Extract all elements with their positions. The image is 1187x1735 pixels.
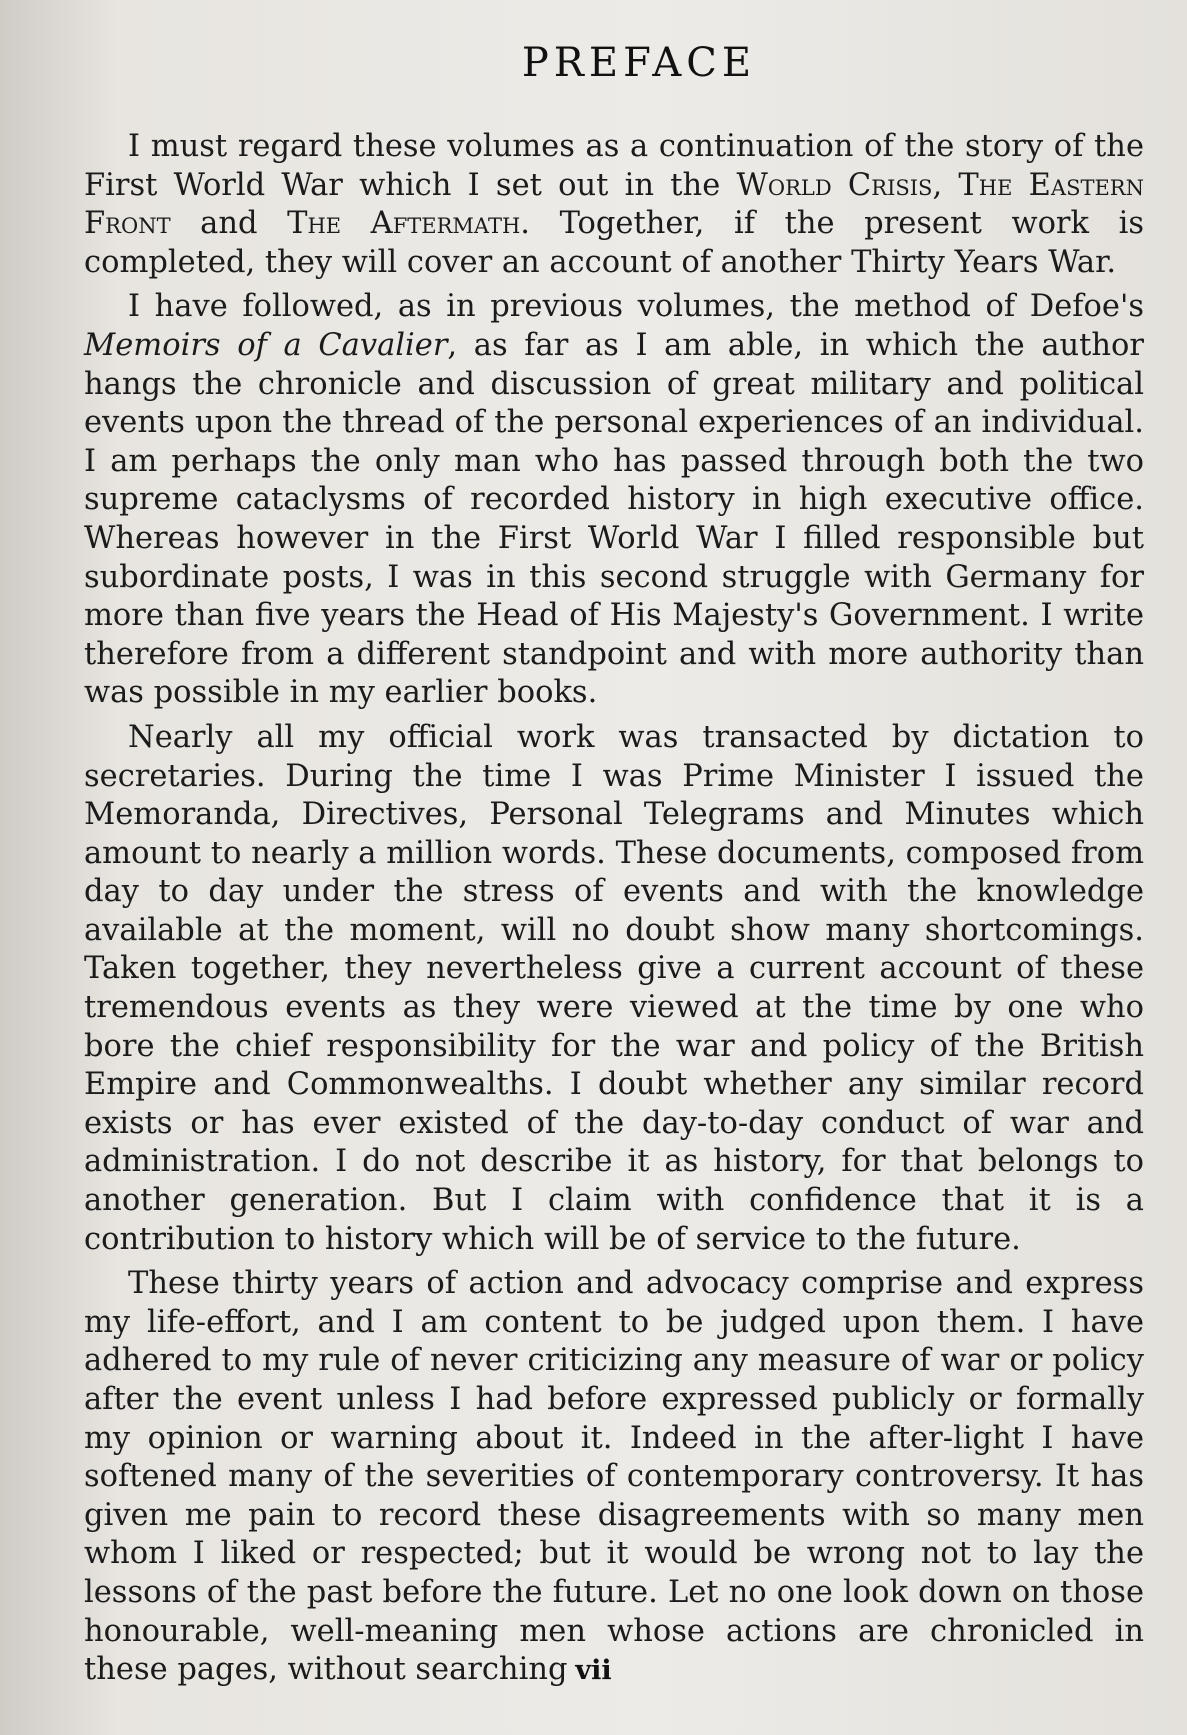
paragraph-1-text-g: . Together, if the present work is completed, they will cover an account of another Thirty Years War. (84, 206, 1144, 280)
page-content (84, 40, 1144, 1690)
paragraph-4: These thirty years of action and advocacy comprise and express my life-effort, and I am content to be judged upon them. I have adhered to my rule of never criticizing any measure of war or policy after the event unless I had before expressed publicly or formally my opinion or warning about it. Indeed in the after-light I have softened many of the severities of contemporary controversy. It has given me pain to record these disagreements with so many men whom I liked or respected; but it would be wrong not to lay the lessons of the past before the future. Let no one look down on those honourable, well-meaning men whose actions are chronicled in these pages, without searching (84, 1266, 1144, 1688)
paragraph-1-text-c: , (932, 167, 959, 203)
paragraph-2 (84, 288, 1144, 713)
book-title-world-crisis: World Crisis (736, 167, 933, 203)
page-title: PREFACE (521, 40, 757, 86)
paragraph-2-text-a: I have followed, as in previous volumes, the method of Defoe's (128, 289, 1144, 325)
page-number: vii (575, 1655, 612, 1686)
paragraph-3: Nearly all my official work was transacted by dictation to secretaries. During the time I was Prime Minister I issued the Memoranda, Directives, Personal Telegrams and Minutes which amount to nearly a million words. These documents, composed from day to day under the stress of events and with the knowledge available at the moment, will no doubt show many shortcomings. Taken together, they nevertheless give a current account of these tremendous events as they were viewed at the time by one who bore the chief responsibility for the war and policy of the British Empire and Commonwealths. I doubt whether any similar record exists or has ever existed of the day-to-day conduct of war and administration. I do not describe it as history, for that belongs to another generation. But I claim with confidence that it is a contribution to history which will be of service to the future. (84, 719, 1144, 1257)
paragraph-1-text-a: I must regard these volumes as a continuation of the story of the First World War which I set out in the (84, 129, 1144, 203)
book-title-aftermath: The Aftermath (287, 206, 521, 242)
book-title-eastern-front: The Eastern Front (84, 167, 1144, 242)
paragraph-1-text-e: and (170, 206, 288, 242)
paragraph-1 (84, 128, 1144, 282)
book-title-memoirs: Memoirs of a Cavalier (84, 327, 448, 363)
paragraph-2-text-c: , as far as I am able, in which the author hangs the chronicle and discussion of great military and political events upon the thread of the personal experiences of an individual. I am perhaps the only man who has passed through both the two supreme cataclysms of recorded history in high executive office. Whereas however in the First World War I filled responsible but subordinate posts, I was in this second struggle with Germany for more than five years the Head of His Majesty's Government. I write therefore from a different standpoint and with more authority than was possible in my earlier books. (84, 327, 1144, 711)
